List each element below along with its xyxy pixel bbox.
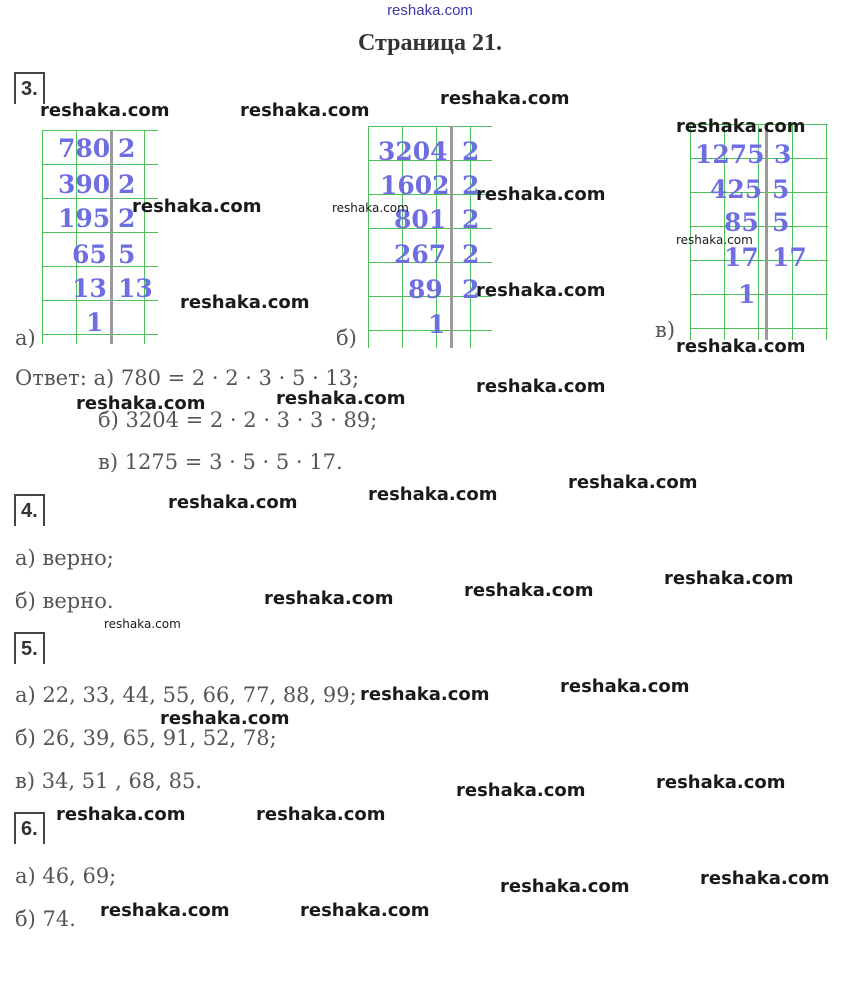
watermark: reshaka.com: [56, 804, 186, 825]
table-b-num: 267: [394, 240, 447, 269]
table-b-div: 2: [462, 171, 480, 200]
label-b: б): [336, 326, 357, 350]
table-a-num: 13: [72, 274, 107, 303]
table-a-div: 2: [118, 204, 136, 233]
watermark: reshaka.com: [476, 280, 606, 301]
watermark: reshaka.com: [160, 708, 290, 729]
task-5-line: б) 26, 39, 65, 91, 52, 78;: [15, 726, 277, 750]
table-a-num: 390: [58, 170, 111, 199]
table-a-num: 65: [72, 240, 107, 269]
table-b-num: 801: [394, 205, 447, 234]
watermark: reshaka.com: [464, 580, 594, 601]
answer-line: Ответ: а) 780 = 2 · 2 · 3 · 5 · 13;: [15, 366, 360, 390]
watermark: reshaka.com: [676, 336, 806, 357]
watermark: reshaka.com: [656, 772, 786, 793]
watermark: reshaka.com: [476, 184, 606, 205]
table-c-num: 17: [724, 243, 759, 272]
answer-line: в) 1275 = 3 · 5 · 5 · 17.: [98, 450, 343, 474]
table-c-num: 425: [710, 175, 763, 204]
table-b-div: 2: [462, 275, 480, 304]
watermark: reshaka.com: [100, 900, 230, 921]
table-a-div: 13: [118, 274, 153, 303]
table-b-num: 89: [408, 275, 443, 304]
watermark: reshaka.com: [360, 684, 490, 705]
watermark: reshaka.com: [676, 233, 753, 247]
watermark: reshaka.com: [700, 868, 830, 889]
task-4-line: б) верно.: [15, 589, 114, 613]
watermark: reshaka.com: [256, 804, 386, 825]
task-5-line: а) 22, 33, 44, 55, 66, 77, 88, 99;: [15, 683, 357, 707]
watermark: reshaka.com: [676, 116, 806, 137]
watermark: reshaka.com: [276, 388, 406, 409]
table-c-div: 5: [772, 175, 790, 204]
table-a-div: 2: [118, 134, 136, 163]
task-6-line: б) 74.: [15, 907, 76, 931]
watermark: reshaka.com: [180, 292, 310, 313]
watermark: reshaka.com: [500, 876, 630, 897]
task-6-number: 6.: [14, 812, 45, 844]
watermark: reshaka.com: [168, 492, 298, 513]
watermark: reshaka.com: [40, 100, 170, 121]
table-b-div: 2: [462, 137, 480, 166]
watermark: reshaka.com: [264, 588, 394, 609]
watermark: reshaka.com: [76, 393, 206, 414]
watermark: reshaka.com: [132, 196, 262, 217]
watermark: reshaka.com: [568, 472, 698, 493]
table-a-num: 780: [58, 134, 111, 163]
watermark: reshaka.com: [240, 100, 370, 121]
label-c: в): [655, 318, 676, 342]
watermark: reshaka.com: [104, 617, 181, 631]
table-b-num: 1602: [380, 171, 450, 200]
watermark: reshaka.com: [368, 484, 498, 505]
watermark: reshaka.com: [456, 780, 586, 801]
answer-line: б) 3204 = 2 · 2 · 3 · 3 · 89;: [98, 408, 378, 432]
task-5-line: в) 34, 51 , 68, 85.: [15, 769, 202, 793]
table-a-num: 1: [86, 308, 104, 337]
task-6-line: а) 46, 69;: [15, 864, 117, 888]
task-5-number: 5.: [14, 632, 45, 664]
table-b-num: 3204: [378, 137, 448, 166]
table-c-num: 1: [738, 280, 756, 309]
divider-b: [450, 126, 453, 348]
table-c-div: 5: [772, 208, 790, 237]
table-c-num: 85: [724, 208, 759, 237]
site-link[interactable]: reshaka.com: [387, 2, 473, 19]
watermark: reshaka.com: [440, 88, 570, 109]
table-c-div: 17: [772, 243, 807, 272]
watermark: reshaka.com: [332, 201, 409, 215]
table-a-div: 2: [118, 170, 136, 199]
table-a-num: 195: [58, 204, 111, 233]
table-c-num: 1275: [695, 140, 765, 169]
table-a-div: 5: [118, 240, 136, 269]
page-title: Страница 21.: [358, 30, 502, 56]
label-a: а): [15, 326, 36, 350]
watermark: reshaka.com: [476, 376, 606, 397]
table-c-div: 3: [774, 140, 792, 169]
divider-a: [110, 130, 113, 344]
task-4-line: а) верно;: [15, 546, 114, 570]
watermark: reshaka.com: [664, 568, 794, 589]
table-b-div: 2: [462, 240, 480, 269]
watermark: reshaka.com: [560, 676, 690, 697]
task-4-number: 4.: [14, 494, 45, 526]
table-b-num: 1: [428, 310, 446, 339]
table-b-div: 2: [462, 205, 480, 234]
task-3-number: 3.: [14, 72, 45, 104]
watermark: reshaka.com: [300, 900, 430, 921]
divider-c: [765, 124, 768, 340]
